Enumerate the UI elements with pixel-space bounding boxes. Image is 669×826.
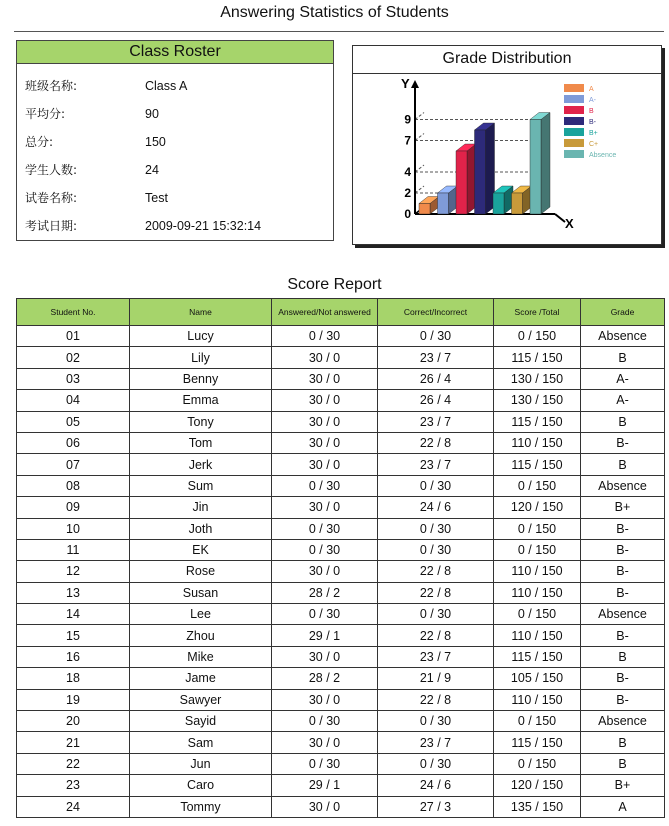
cell-student-no: 15 — [17, 625, 130, 646]
cell-student-no: 14 — [17, 604, 130, 625]
legend-swatch — [564, 150, 584, 158]
cell-student-no: 08 — [17, 475, 130, 496]
roster-value: 2009-09-21 15:32:14 — [145, 219, 262, 233]
cell-correct: 23 / 7 — [378, 347, 494, 368]
cell-grade: Absence — [581, 604, 665, 625]
cell-score: 115 / 150 — [494, 347, 581, 368]
x-axis-extension — [555, 214, 565, 222]
cell-grade: Absence — [581, 475, 665, 496]
table-row — [17, 368, 665, 389]
cell-name: Joth — [130, 518, 272, 539]
column-header-grade: Grade — [581, 299, 665, 326]
cell-name: Tom — [130, 432, 272, 453]
column-header-correct: Correct/Incorrect — [378, 299, 494, 326]
cell-answered: 30 / 0 — [272, 432, 378, 453]
table-row — [17, 582, 665, 603]
legend-label: B — [589, 108, 594, 115]
cell-grade: B — [581, 646, 665, 667]
table-row — [17, 711, 665, 732]
cell-correct: 24 / 6 — [378, 775, 494, 796]
score-report-table — [16, 298, 665, 818]
y-axis-label: Y — [401, 76, 410, 91]
table-row — [17, 732, 665, 753]
cell-answered: 30 / 0 — [272, 796, 378, 817]
cell-name: Tony — [130, 411, 272, 432]
bar-side — [541, 113, 550, 215]
class-roster-title: Class Roster — [17, 41, 333, 64]
cell-correct: 22 / 8 — [378, 625, 494, 646]
cell-name: Sam — [130, 732, 272, 753]
gridline — [415, 134, 424, 141]
cell-answered: 30 / 0 — [272, 561, 378, 582]
cell-name: Benny — [130, 368, 272, 389]
cell-answered: 30 / 0 — [272, 497, 378, 518]
table-row — [17, 796, 665, 817]
cell-name: Sawyer — [130, 689, 272, 710]
cell-correct: 22 / 8 — [378, 432, 494, 453]
legend-label: Absence — [589, 152, 617, 159]
cell-name: Jerk — [130, 454, 272, 475]
table-row — [17, 539, 665, 560]
legend-label: B- — [589, 119, 596, 126]
bar — [419, 204, 430, 215]
cell-name: Zhou — [130, 625, 272, 646]
y-tick-label: 4 — [404, 165, 411, 179]
cell-answered: 30 / 0 — [272, 454, 378, 475]
cell-student-no: 20 — [17, 711, 130, 732]
roster-value: Test — [145, 191, 168, 205]
cell-student-no: 13 — [17, 582, 130, 603]
table-row — [17, 775, 665, 796]
bar — [475, 130, 486, 214]
cell-grade: B- — [581, 625, 665, 646]
cell-name: Sayid — [130, 711, 272, 732]
roster-label: 学生人数: — [25, 163, 78, 177]
bar — [493, 193, 504, 214]
cell-answered: 30 / 0 — [272, 347, 378, 368]
cell-name: Tommy — [130, 796, 272, 817]
score-report-title: Score Report — [287, 276, 382, 293]
grade-distribution-panel — [352, 45, 662, 245]
cell-correct: 0 / 30 — [378, 326, 494, 347]
cell-answered: 0 / 30 — [272, 326, 378, 347]
cell-answered: 0 / 30 — [272, 753, 378, 774]
cell-student-no: 04 — [17, 390, 130, 411]
page-title: Answering Statistics of Students — [220, 4, 449, 21]
cell-score: 110 / 150 — [494, 582, 581, 603]
gridline — [415, 113, 424, 120]
cell-correct: 23 / 7 — [378, 732, 494, 753]
cell-name: EK — [130, 539, 272, 560]
title-divider — [14, 31, 664, 32]
cell-student-no: 10 — [17, 518, 130, 539]
cell-score: 115 / 150 — [494, 646, 581, 667]
cell-student-no: 23 — [17, 775, 130, 796]
class-roster-panel — [16, 40, 334, 241]
legend-label: A — [589, 86, 594, 93]
bar — [456, 151, 467, 214]
cell-student-no: 11 — [17, 539, 130, 560]
cell-score: 0 / 150 — [494, 753, 581, 774]
cell-answered: 30 / 0 — [272, 411, 378, 432]
roster-label: 试卷名称: — [25, 191, 78, 205]
legend-swatch — [564, 139, 584, 147]
cell-name: Rose — [130, 561, 272, 582]
table-header-row — [17, 299, 665, 326]
cell-name: Jame — [130, 668, 272, 689]
cell-grade: B — [581, 411, 665, 432]
cell-answered: 30 / 0 — [272, 732, 378, 753]
table-row — [17, 411, 665, 432]
column-header-student-no: Student No. — [17, 299, 130, 326]
cell-correct: 0 / 30 — [378, 604, 494, 625]
table-row — [17, 454, 665, 475]
cell-grade: B- — [581, 582, 665, 603]
cell-name: Emma — [130, 390, 272, 411]
table-row — [17, 326, 665, 347]
cell-name: Lucy — [130, 326, 272, 347]
cell-correct: 22 / 8 — [378, 561, 494, 582]
y-tick-label: 0 — [404, 207, 411, 221]
roster-label: 总分: — [25, 135, 54, 149]
cell-correct: 0 / 30 — [378, 711, 494, 732]
legend-swatch — [564, 84, 584, 92]
cell-grade: A- — [581, 368, 665, 389]
cell-answered: 30 / 0 — [272, 689, 378, 710]
cell-score: 110 / 150 — [494, 689, 581, 710]
table-row — [17, 561, 665, 582]
table-row — [17, 604, 665, 625]
cell-name: Susan — [130, 582, 272, 603]
cell-grade: B — [581, 732, 665, 753]
cell-correct: 23 / 7 — [378, 411, 494, 432]
cell-score: 115 / 150 — [494, 732, 581, 753]
table-row — [17, 625, 665, 646]
cell-answered: 0 / 30 — [272, 711, 378, 732]
cell-student-no: 19 — [17, 689, 130, 710]
cell-student-no: 09 — [17, 497, 130, 518]
roster-value: 90 — [145, 107, 159, 121]
cell-student-no: 03 — [17, 368, 130, 389]
cell-score: 105 / 150 — [494, 668, 581, 689]
cell-score: 115 / 150 — [494, 454, 581, 475]
cell-grade: B — [581, 454, 665, 475]
cell-grade: B+ — [581, 497, 665, 518]
table-row — [17, 518, 665, 539]
cell-student-no: 05 — [17, 411, 130, 432]
legend-label: C+ — [589, 141, 599, 148]
cell-score: 0 / 150 — [494, 475, 581, 496]
cell-grade: B- — [581, 668, 665, 689]
cell-correct: 0 / 30 — [378, 475, 494, 496]
cell-grade: Absence — [581, 711, 665, 732]
cell-name: Jun — [130, 753, 272, 774]
roster-value: Class A — [145, 79, 188, 93]
cell-student-no: 22 — [17, 753, 130, 774]
cell-answered: 28 / 2 — [272, 668, 378, 689]
cell-score: 110 / 150 — [494, 625, 581, 646]
cell-name: Jin — [130, 497, 272, 518]
bar — [438, 193, 449, 214]
column-header-name: Name — [130, 299, 272, 326]
cell-name: Sum — [130, 475, 272, 496]
cell-score: 115 / 150 — [494, 411, 581, 432]
cell-name: Mike — [130, 646, 272, 667]
cell-student-no: 01 — [17, 326, 130, 347]
cell-answered: 0 / 30 — [272, 539, 378, 560]
cell-name: Lily — [130, 347, 272, 368]
cell-grade: B- — [581, 689, 665, 710]
cell-correct: 22 / 8 — [378, 582, 494, 603]
cell-grade: B- — [581, 561, 665, 582]
y-axis-arrow — [411, 80, 419, 88]
cell-correct: 26 / 4 — [378, 368, 494, 389]
cell-grade: A — [581, 796, 665, 817]
cell-correct: 27 / 3 — [378, 796, 494, 817]
cell-score: 0 / 150 — [494, 326, 581, 347]
cell-correct: 0 / 30 — [378, 518, 494, 539]
legend-swatch — [564, 95, 584, 103]
table-row — [17, 347, 665, 368]
roster-label: 班级名称: — [25, 79, 78, 93]
cell-correct: 22 / 8 — [378, 689, 494, 710]
table-row — [17, 497, 665, 518]
bar — [512, 193, 523, 214]
cell-grade: B — [581, 347, 665, 368]
cell-student-no: 18 — [17, 668, 130, 689]
column-header-answered: Answered/Not answered — [272, 299, 378, 326]
cell-grade: B+ — [581, 775, 665, 796]
cell-answered: 30 / 0 — [272, 390, 378, 411]
cell-correct: 26 / 4 — [378, 390, 494, 411]
roster-label: 考试日期: — [25, 219, 78, 233]
table-row — [17, 475, 665, 496]
roster-value: 150 — [145, 135, 166, 149]
cell-student-no: 07 — [17, 454, 130, 475]
cell-score: 0 / 150 — [494, 539, 581, 560]
cell-grade: B — [581, 753, 665, 774]
cell-grade: A- — [581, 390, 665, 411]
cell-answered: 0 / 30 — [272, 518, 378, 539]
cell-name: Caro — [130, 775, 272, 796]
cell-score: 135 / 150 — [494, 796, 581, 817]
grade-distribution-title: Grade Distribution — [442, 50, 572, 67]
legend-label: A- — [589, 97, 596, 104]
cell-score: 120 / 150 — [494, 775, 581, 796]
cell-score: 110 / 150 — [494, 432, 581, 453]
table-row — [17, 668, 665, 689]
cell-score: 120 / 150 — [494, 497, 581, 518]
legend-label: B+ — [589, 130, 598, 137]
cell-correct: 23 / 7 — [378, 646, 494, 667]
cell-grade: Absence — [581, 326, 665, 347]
cell-grade: B- — [581, 432, 665, 453]
cell-student-no: 06 — [17, 432, 130, 453]
cell-student-no: 12 — [17, 561, 130, 582]
bar — [530, 120, 541, 215]
y-tick-label: 7 — [404, 133, 411, 148]
x-axis-label: X — [565, 216, 574, 231]
cell-answered: 0 / 30 — [272, 604, 378, 625]
table-row — [17, 689, 665, 710]
roster-value: 24 — [145, 163, 159, 177]
cell-answered: 29 / 1 — [272, 775, 378, 796]
cell-name: Lee — [130, 604, 272, 625]
score-report-body — [17, 326, 665, 818]
cell-grade: B- — [581, 539, 665, 560]
cell-correct: 21 / 9 — [378, 668, 494, 689]
table-row — [17, 390, 665, 411]
table-row — [17, 646, 665, 667]
roster-label: 平均分: — [25, 107, 66, 121]
gridline — [415, 165, 424, 172]
cell-correct: 0 / 30 — [378, 753, 494, 774]
cell-score: 0 / 150 — [494, 518, 581, 539]
cell-score: 130 / 150 — [494, 368, 581, 389]
cell-score: 130 / 150 — [494, 390, 581, 411]
legend-swatch — [564, 128, 584, 136]
cell-answered: 30 / 0 — [272, 368, 378, 389]
cell-answered: 0 / 30 — [272, 475, 378, 496]
cell-answered: 29 / 1 — [272, 625, 378, 646]
cell-student-no: 02 — [17, 347, 130, 368]
gridline — [415, 186, 424, 193]
cell-answered: 28 / 2 — [272, 582, 378, 603]
cell-score: 0 / 150 — [494, 604, 581, 625]
legend-swatch — [564, 117, 584, 125]
legend-swatch — [564, 106, 584, 114]
cell-correct: 24 / 6 — [378, 497, 494, 518]
cell-student-no: 16 — [17, 646, 130, 667]
cell-score: 0 / 150 — [494, 711, 581, 732]
cell-grade: B- — [581, 518, 665, 539]
cell-score: 110 / 150 — [494, 561, 581, 582]
cell-answered: 30 / 0 — [272, 646, 378, 667]
column-header-score: Score /Total — [494, 299, 581, 326]
cell-correct: 0 / 30 — [378, 539, 494, 560]
table-row — [17, 753, 665, 774]
grade-distribution-chart — [353, 74, 661, 244]
table-row — [17, 432, 665, 453]
cell-correct: 23 / 7 — [378, 454, 494, 475]
y-tick-label: 9 — [404, 112, 411, 127]
cell-student-no: 24 — [17, 796, 130, 817]
y-tick-label: 2 — [404, 186, 411, 200]
cell-student-no: 21 — [17, 732, 130, 753]
